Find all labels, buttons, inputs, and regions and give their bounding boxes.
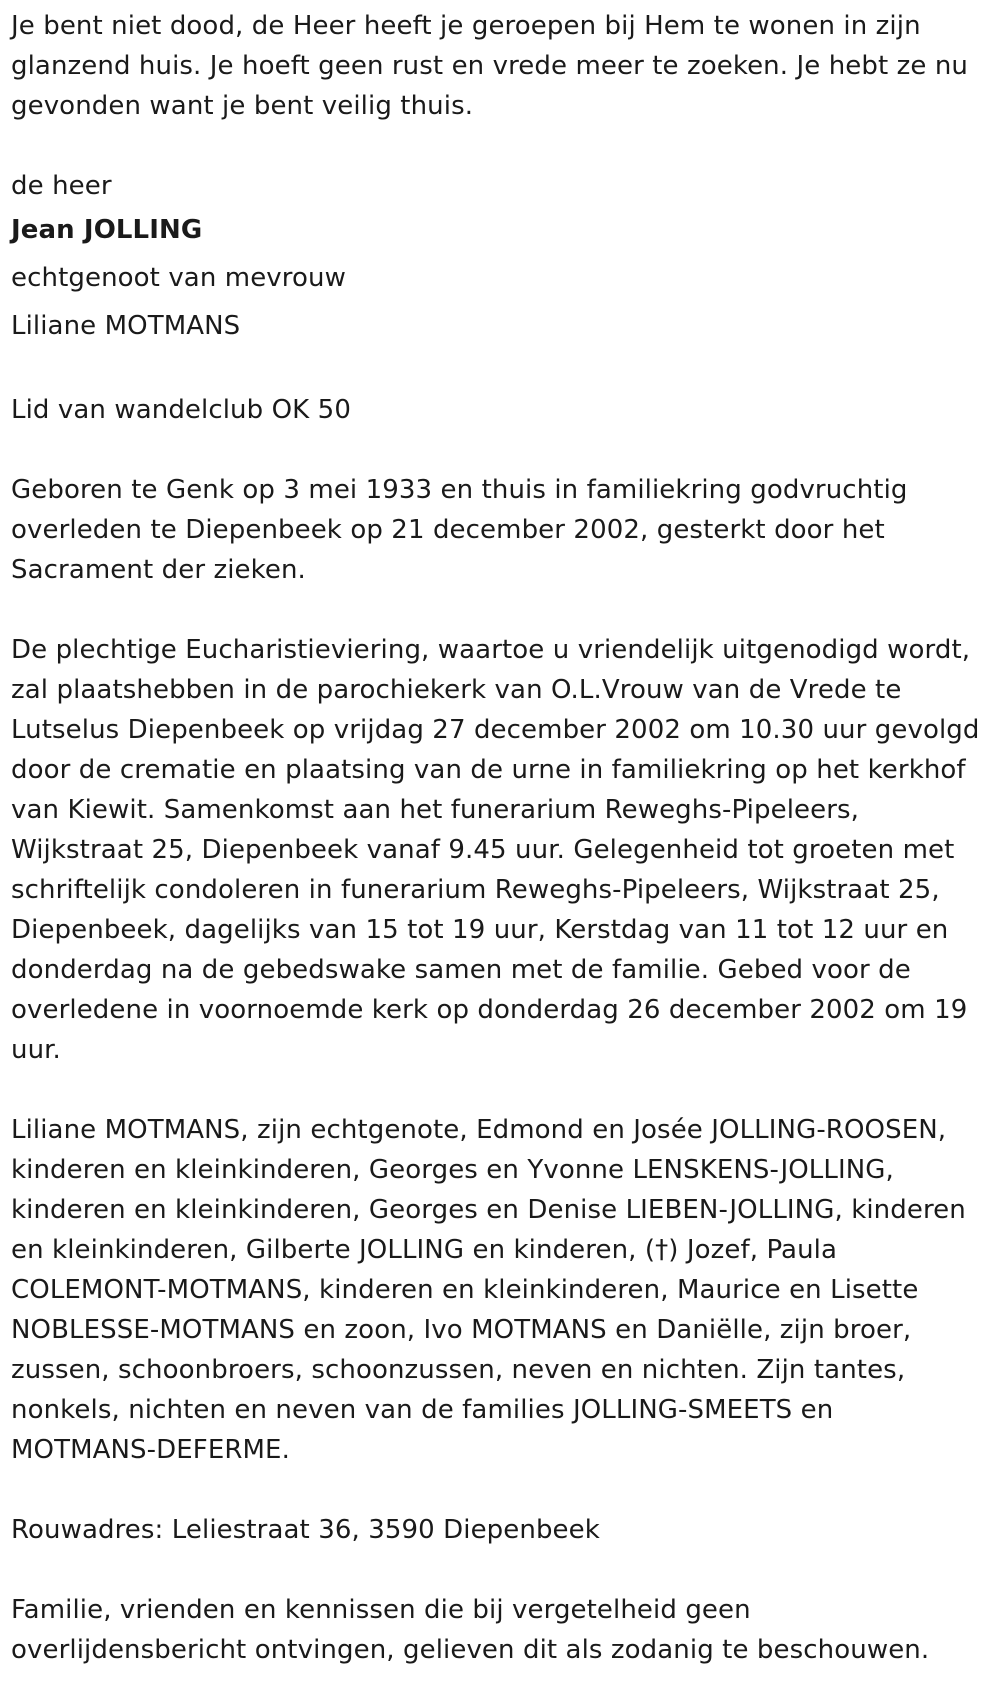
- obituary-document: [11, 6, 991, 1670]
- club-membership: Lid van wandelclub OK 50: [11, 395, 351, 425]
- title-prefix: de heer: [11, 171, 112, 201]
- deceased-name: Jean JOLLING: [11, 215, 203, 245]
- spouse-name: Liliane MOTMANS: [11, 311, 241, 341]
- ceremony-paragraph: De plechtige Eucharistieviering, waartoe u vriendelijk uitgenodigd wordt, zal plaatshebben in de parochiekerk van O.L.Vrouw van de Vrede te Lutselus Diepenbeek op vrijdag 27 december 2002 om 10.30 uur gevolgd door de crematie en plaatsing van de urne in familiekring op het kerkhof van Kiewit. Samenkomst aan het funerarium Reweghs-Pipeleers, Wijkstraat 25, Diepenbeek vanaf 9.45 uur. Gelegenheid tot groeten met schriftelijk condoleren in funerarium Reweghs-Pipeleers, Wijkstraat 25, Diepenbeek, dagelijks van 15 tot 19 uur, Kerstdag van 11 tot 12 uur en donderdag na de gebedswake samen met de familie. Gebed voor de overledene in voornoemde kerk op donderdag 26 december 2002 om 19 uur.: [11, 635, 980, 1065]
- closing-paragraph: Familie, vrienden en kennissen die bij vergetelheid geen overlijdensbericht ontvingen, gelieven dit als zodanig te beschouwen.: [11, 1595, 930, 1665]
- mourning-address: Rouwadres: Leliestraat 36, 3590 Diepenbeek: [11, 1515, 600, 1545]
- spouse-prefix: echtgenoot van mevrouw: [11, 263, 346, 293]
- birth-death-paragraph: Geboren te Genk op 3 mei 1933 en thuis in familiekring godvruchtig overleden te Diepenbeek op 21 december 2002, gesterkt door het Sacrament der zieken.: [11, 475, 908, 585]
- intro-paragraph: Je bent niet dood, de Heer heeft je geroepen bij Hem te wonen in zijn glanzend huis. Je hoeft geen rust en vrede meer te zoeken. Je hebt ze nu gevonden want je bent veilig thuis.: [11, 11, 969, 121]
- family-paragraph: Liliane MOTMANS, zijn echtgenote, Edmond en Josée JOLLING-ROOSEN, kinderen en kleinkinderen, Georges en Yvonne LENSKENS-JOLLING, kinderen en kleinkinderen, Georges en Denise LIEBEN-JOLLING, kinderen en kleinkinderen, Gilberte JOLLING en kinderen, (†) Jozef, Paula COLEMONT-MOTMANS, kinderen en kleinkinderen, Maurice en Lisette NOBLESSE-MOTMANS en zoon, Ivo MOTMANS en Daniëlle, zijn broer, zussen, schoonbroers, schoonzussen, neven en nichten. Zijn tantes, nonkels, nichten en neven van de families JOLLING-SMEETS en MOTMANS-DEFERME.: [11, 1115, 966, 1465]
